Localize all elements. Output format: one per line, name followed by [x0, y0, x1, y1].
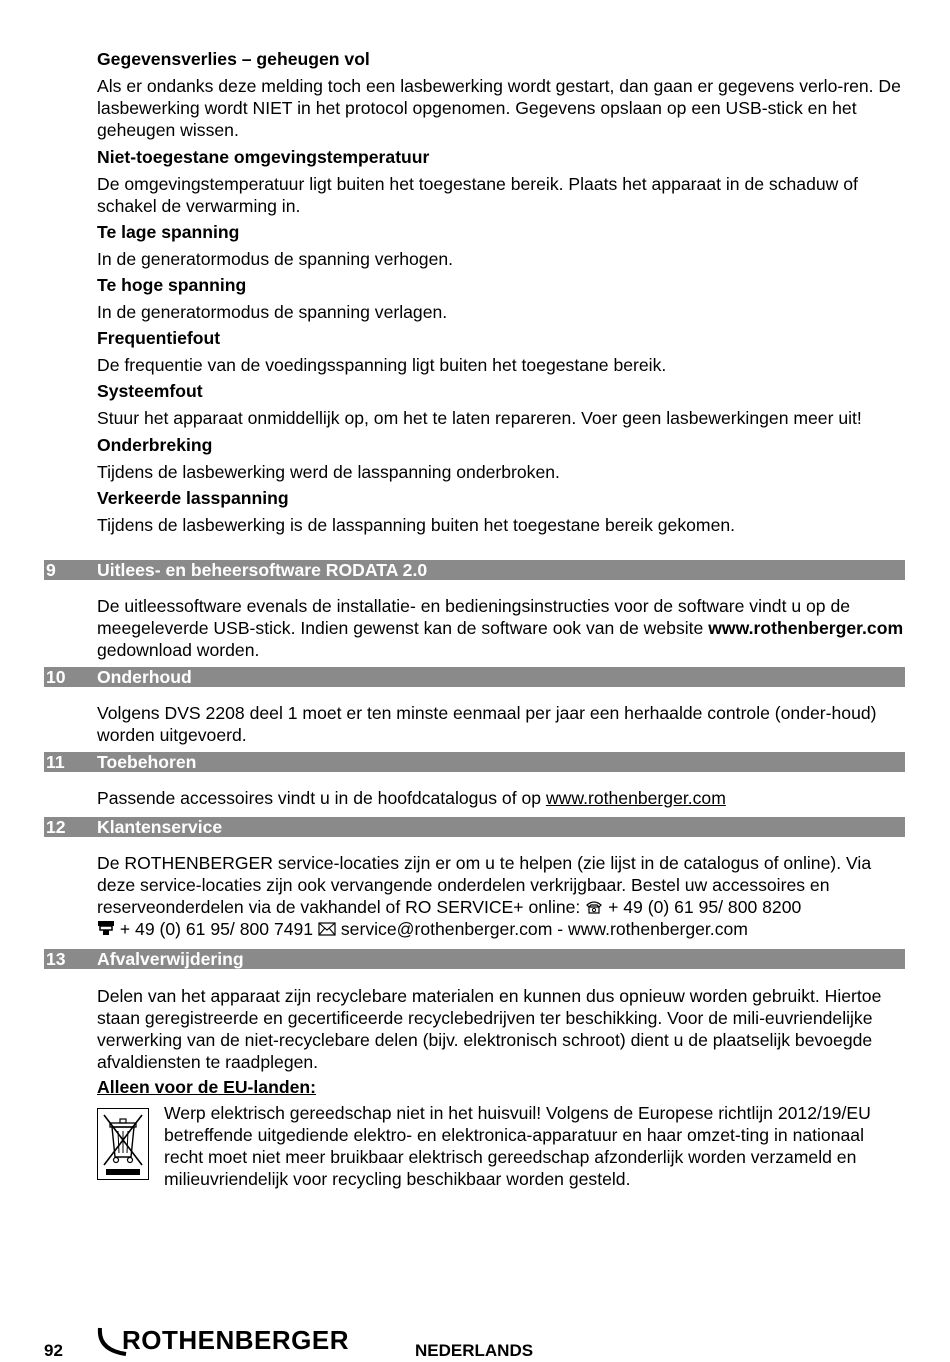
- error-title: Systeemfout: [97, 381, 203, 401]
- section-number: 13: [46, 949, 66, 969]
- envelope-icon: [318, 918, 336, 940]
- eu-disposal-text: Werp elektrisch gereedschap niet in het huisvuil! Volgens de Europese richtlijn 2012/19/EU betreffende uitgediende elektro- en elektronica-apparatuur en haar omzet-ting in nationaal recht moet niet meer bruikbaar elektrisch gereedschap afzonderlijk worden verzameld en milieuvriendelijk voor recycling beschikbaar worden gesteld.: [164, 1103, 871, 1189]
- section-number: 11: [46, 752, 65, 772]
- section-text: De uitleessoftware evenals de installatie- en bedieningsinstructies voor de software vindt u op de meegeleverde USB-stick. Indien gewenst kan de software ook van de website: [97, 596, 851, 638]
- website-link[interactable]: www.rothenberger.com: [708, 618, 904, 638]
- section-text: Volgens DVS 2208 deel 1 moet er ten minste eenmaal per jaar een herhaalde controle (onder-houd) worden uitgevoerd.: [97, 703, 877, 745]
- error-text: De omgevingstemperatuur ligt buiten het toegestane bereik. Plaats het apparaat in de schaduw of schakel de verwarming in.: [97, 174, 858, 216]
- eu-heading: Alleen voor de EU-landen:: [97, 1077, 316, 1097]
- brand-name: ROTHENBERGER: [122, 1325, 350, 1355]
- section-11-body: [97, 787, 905, 809]
- error-text: De frequentie van de voedingsspanning ligt buiten het toegestane bereik.: [97, 355, 667, 375]
- crossed-out-wheelie-bin-icon: [97, 1108, 149, 1180]
- error-list: [97, 48, 905, 536]
- fax-icon: [97, 918, 115, 940]
- error-text: Stuur het apparaat onmiddellijk op, om het te laten repareren. Voer geen lasbewerkingen meer uit!: [97, 408, 862, 428]
- phone-icon: [585, 896, 603, 918]
- section-title: Toebehoren: [97, 752, 197, 772]
- section-title: Afvalverwijdering: [97, 949, 244, 969]
- error-text: Tijdens de lasbewerking werd de lasspanning onderbroken.: [97, 462, 560, 482]
- fax-number: + 49 (0) 61 95/ 800 7491: [119, 919, 314, 939]
- error-title: Te lage spanning: [97, 222, 240, 242]
- section-text: Delen van het apparaat zijn recyclebare materialen en kunnen dus opnieuw worden gebruikt. Hiertoe staan geregistreerde en gecertificeerde recyclebedrijven ter beschikking. Voor de mili-euvriendelijke verwerking van de niet-recyclebare delen (bijv. elektronisch schroot) dient u de plaatselijk bevoegde afvaldiensten te raadplegen.: [97, 986, 882, 1072]
- section-number: 12: [46, 817, 66, 837]
- error-title: Frequentiefout: [97, 328, 221, 348]
- section-9-header: [44, 560, 905, 580]
- page-number: 92: [44, 1341, 63, 1360]
- error-title: Onderbreking: [97, 435, 213, 455]
- section-title: Klantenservice: [97, 817, 223, 837]
- section-10-header: [44, 667, 905, 687]
- error-text: Tijdens de lasbewerking is de lasspanning buiten het toegestane bereik gekomen.: [97, 515, 736, 535]
- website-link[interactable]: www.rothenberger.com: [545, 788, 726, 808]
- section-title: Onderhoud: [97, 667, 192, 687]
- section-number: 9: [46, 560, 56, 580]
- section-10-body: [97, 702, 905, 746]
- section-11-header: [44, 752, 905, 772]
- brand-logo: [96, 1324, 350, 1360]
- error-text: Als er ondanks deze melding toch een lasbewerking wordt gestart, dan gaan er gegevens verlo-ren. De lasbewerking wordt NIET in het protocol opgenomen. Gegevens opslaan op een USB-stick en het geheugen wissen.: [97, 76, 901, 140]
- section-text: De ROTHENBERGER service-locaties zijn er om u te helpen (zie lijst in de catalogus of online). Via deze service-locaties zijn ook vervangende onderdelen verkrijgbaar. Bestel uw accessoires en reserveonderdelen via de vakhandel of RO SERVICE+ online:: [97, 853, 872, 917]
- error-title: Gegevensverlies – geheugen vol: [97, 49, 370, 69]
- eu-heading-wrap: [97, 1076, 905, 1098]
- error-title: Te hoge spanning: [97, 275, 247, 295]
- error-title: Niet-toegestane omgevingstemperatuur: [97, 147, 430, 167]
- section-text: gedownload worden.: [97, 640, 260, 660]
- section-text: Passende accessoires vindt u in de hoofdcatalogus of op: [97, 788, 546, 808]
- section-12-body: [97, 852, 905, 940]
- language-label: NEDERLANDS: [415, 1341, 534, 1360]
- section-number: 10: [46, 667, 66, 687]
- email-contact: service@rothenberger.com - www.rothenberger.com: [340, 919, 748, 939]
- phone-number: + 49 (0) 61 95/ 800 8200: [608, 897, 802, 917]
- error-text: In de generatormodus de spanning verhogen.: [97, 249, 454, 269]
- section-13-body: [97, 985, 905, 1073]
- section-9-body: [97, 595, 905, 661]
- section-12-header: [44, 817, 905, 837]
- error-text: In de generatormodus de spanning verlagen.: [97, 302, 448, 322]
- section-title: Uitlees- en beheersoftware RODATA 2.0: [97, 560, 428, 580]
- section-13-header: [44, 949, 905, 969]
- error-title: Verkeerde lasspanning: [97, 488, 289, 508]
